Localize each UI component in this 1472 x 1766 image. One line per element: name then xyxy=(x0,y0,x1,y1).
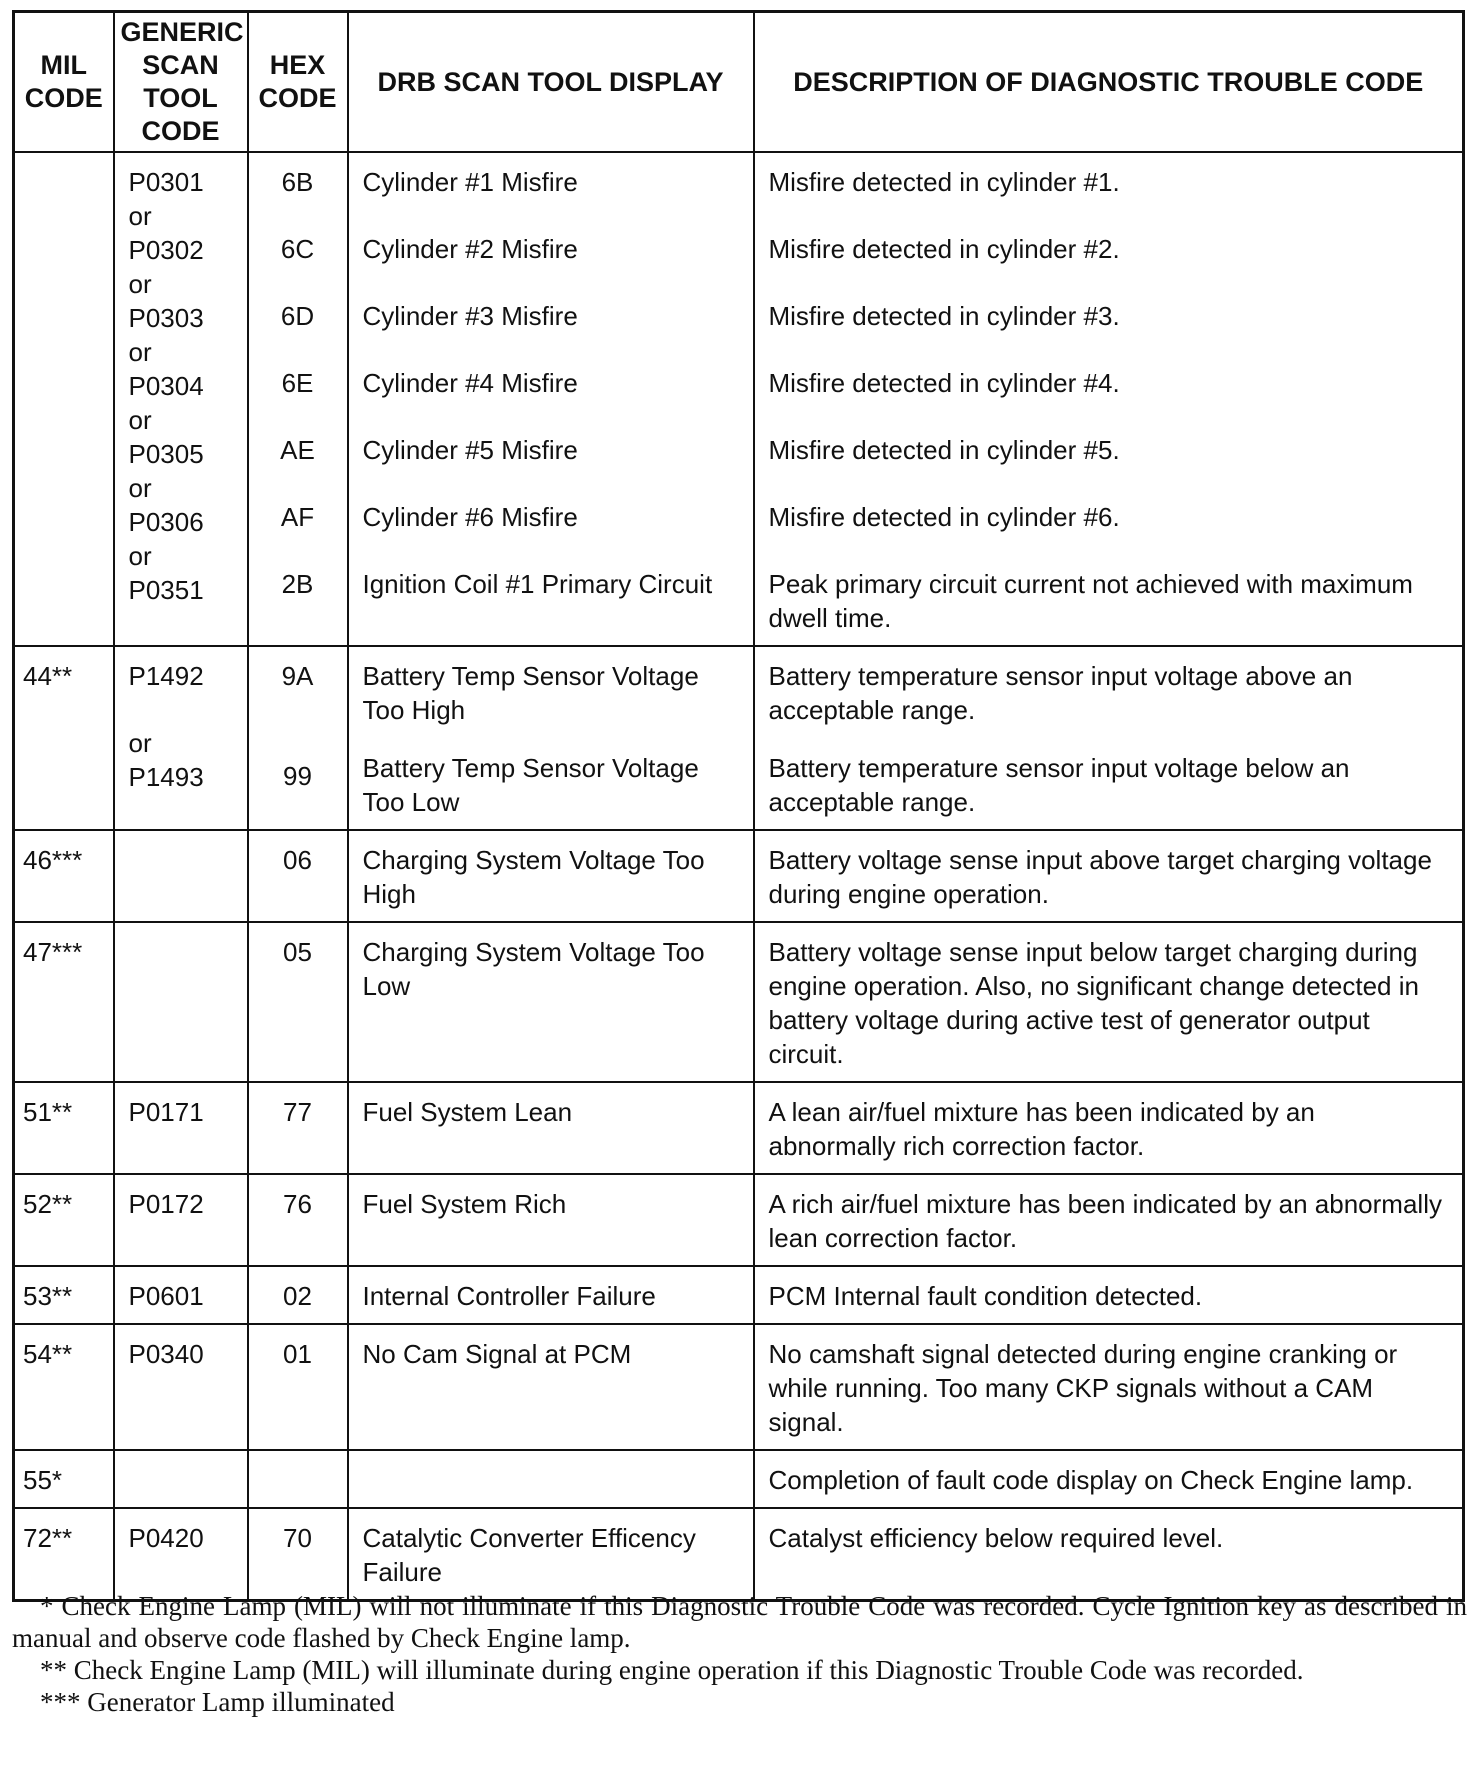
cell-description: A rich air/fuel mixture has been indicated by an abnormally lean correction factor. xyxy=(754,1174,1464,1266)
cell-mil-code: 47*** xyxy=(14,922,114,1082)
hex-code: 2B xyxy=(281,569,314,599)
cell-description: Battery voltage sense input below target charging during engine operation. Also, no significant change detected in battery voltage during active test of generator output circuit. xyxy=(754,922,1464,1082)
spacer xyxy=(263,400,333,433)
cell-description xyxy=(754,152,1464,646)
cell-generic-code xyxy=(114,1450,248,1508)
generic-code: P0304 xyxy=(128,371,204,401)
generic-code: P0351 xyxy=(128,575,204,605)
cell-hex-code: 05 xyxy=(248,922,348,1082)
cell-hex-code: 76 xyxy=(248,1174,348,1266)
spacer xyxy=(363,400,739,433)
or-label: or xyxy=(128,337,152,367)
generic-code: P0305 xyxy=(128,439,204,469)
cell-drb-display: Charging System Voltage Too High xyxy=(348,830,754,922)
spacer xyxy=(769,467,1449,500)
cell-mil-code: 44** xyxy=(14,646,114,830)
description-text: Misfire detected in cylinder #4. xyxy=(768,368,1120,398)
description-text: Battery temperature sensor input voltage above an acceptable range. xyxy=(768,661,1353,725)
cell-hex-code: 06 xyxy=(248,830,348,922)
table-row xyxy=(14,830,1464,922)
spacer xyxy=(263,534,333,567)
hex-code: AF xyxy=(280,502,315,532)
description-text: Misfire detected in cylinder #3. xyxy=(768,301,1120,331)
cell-generic-code xyxy=(114,152,248,646)
generic-code: P1492 xyxy=(128,661,204,691)
or-label: or xyxy=(128,728,152,758)
cell-description: Completion of fault code display on Check Engine lamp. xyxy=(754,1450,1464,1508)
footnote-triple-star: *** Generator Lamp illuminated xyxy=(40,1687,395,1717)
hex-code: 6C xyxy=(280,234,315,264)
drb-display-text: Cylinder #3 Misfire xyxy=(362,301,578,331)
drb-display-text: Cylinder #1 Misfire xyxy=(362,167,578,197)
generic-code: P0303 xyxy=(128,303,204,333)
cell-generic-code xyxy=(114,830,248,922)
description-text: Battery temperature sensor input voltage below an acceptable range. xyxy=(768,753,1350,817)
cell-generic-code: P0420 xyxy=(114,1508,248,1601)
hex-code: 6D xyxy=(280,301,315,331)
cell-hex-code xyxy=(248,646,348,830)
cell-drb-display: Fuel System Lean xyxy=(348,1082,754,1174)
cell-description: No camshaft signal detected during engine cranking or while running. Too many CKP signals without a CAM signal. xyxy=(754,1324,1464,1450)
description-text: Peak primary circuit current not achieved with maximum dwell time. xyxy=(768,569,1413,633)
spacer xyxy=(769,266,1449,299)
spacer xyxy=(263,266,333,299)
table-row-battery-group xyxy=(14,646,1464,830)
or-label: or xyxy=(128,541,152,571)
spacer xyxy=(769,333,1449,366)
description-text: Misfire detected in cylinder #6. xyxy=(768,502,1120,532)
cell-drb-display: Fuel System Rich xyxy=(348,1174,754,1266)
drb-display-text: Cylinder #6 Misfire xyxy=(362,502,578,532)
header-generic-scan-tool-code: GENERIC SCAN TOOL CODE xyxy=(114,12,248,153)
cell-generic-code xyxy=(114,922,248,1082)
spacer xyxy=(769,534,1449,567)
cell-hex-code: 70 xyxy=(248,1508,348,1601)
footnote-double-star: ** Check Engine Lamp (MIL) will illuminate during engine operation if this Diagnostic Trouble Code was recorded. xyxy=(40,1655,1304,1685)
generic-code: P0306 xyxy=(128,507,204,537)
description-text: Misfire detected in cylinder #1. xyxy=(768,167,1120,197)
table-row xyxy=(14,1174,1464,1266)
spacer xyxy=(363,727,739,751)
drb-display-text: Cylinder #4 Misfire xyxy=(362,368,578,398)
cell-generic-code: P0340 xyxy=(114,1324,248,1450)
table-row-misfire-group xyxy=(14,152,1464,646)
cell-description: A lean air/fuel mixture has been indicated by an abnormally rich correction factor. xyxy=(754,1082,1464,1174)
cell-hex-code xyxy=(248,1450,348,1508)
spacer xyxy=(263,333,333,366)
or-label: or xyxy=(128,269,152,299)
cell-drb-display: Catalytic Converter Efficency Failure xyxy=(348,1508,754,1601)
drb-display-text: Cylinder #5 Misfire xyxy=(362,435,578,465)
cell-generic-code: P0172 xyxy=(114,1174,248,1266)
document-page xyxy=(12,10,1462,1602)
cell-drb-display xyxy=(348,152,754,646)
header-hex-code: HEX CODE xyxy=(248,12,348,153)
table-row xyxy=(14,1266,1464,1324)
cell-mil-code: 72** xyxy=(14,1508,114,1601)
table-row xyxy=(14,1450,1464,1508)
spacer xyxy=(363,467,739,500)
table-row xyxy=(14,1508,1464,1601)
generic-code: P0301 xyxy=(128,167,204,197)
cell-mil-code: 53** xyxy=(14,1266,114,1324)
hex-code: 6E xyxy=(281,368,314,398)
cell-mil-code: 46*** xyxy=(14,830,114,922)
spacer xyxy=(363,266,739,299)
header-description: DESCRIPTION OF DIAGNOSTIC TROUBLE CODE xyxy=(754,12,1464,153)
drb-display-text: Ignition Coil #1 Primary Circuit xyxy=(362,569,713,599)
cell-description: Battery voltage sense input above target charging voltage during engine operation. xyxy=(754,830,1464,922)
cell-mil-code: 51** xyxy=(14,1082,114,1174)
cell-drb-display: Internal Controller Failure xyxy=(348,1266,754,1324)
hex-code: 6B xyxy=(281,167,314,197)
cell-description: PCM Internal fault condition detected. xyxy=(754,1266,1464,1324)
cell-drb-display: Charging System Voltage Too Low xyxy=(348,922,754,1082)
table-row xyxy=(14,1082,1464,1174)
cell-description: Catalyst efficiency below required level. xyxy=(754,1508,1464,1601)
or-label: or xyxy=(128,405,152,435)
spacer xyxy=(363,199,739,232)
footnotes xyxy=(12,1590,1467,1718)
drb-display-text: Battery Temp Sensor Voltage Too High xyxy=(362,661,699,725)
cell-generic-code xyxy=(114,646,248,830)
description-text: Misfire detected in cylinder #2. xyxy=(768,234,1120,264)
hex-code: 99 xyxy=(283,761,312,791)
header-mil-code: MIL CODE xyxy=(14,12,114,153)
spacer xyxy=(363,333,739,366)
hex-code: 9A xyxy=(281,661,314,691)
header-drb-scan-tool-display: DRB SCAN TOOL DISPLAY xyxy=(348,12,754,153)
cell-description xyxy=(754,646,1464,830)
cell-mil-code: 52** xyxy=(14,1174,114,1266)
generic-code: P0302 xyxy=(128,235,204,265)
or-label: or xyxy=(128,201,152,231)
description-text: Misfire detected in cylinder #5. xyxy=(768,435,1120,465)
cell-generic-code: P0601 xyxy=(114,1266,248,1324)
table-row xyxy=(14,922,1464,1082)
cell-mil-code xyxy=(14,152,114,646)
cell-mil-code: 54** xyxy=(14,1324,114,1450)
generic-code: P1493 xyxy=(128,762,204,792)
spacer xyxy=(263,693,333,726)
table-header-row xyxy=(14,12,1464,153)
spacer xyxy=(769,727,1449,751)
cell-hex-code: 77 xyxy=(248,1082,348,1174)
cell-hex-code xyxy=(248,152,348,646)
spacer xyxy=(129,693,233,726)
spacer xyxy=(363,534,739,567)
cell-hex-code: 02 xyxy=(248,1266,348,1324)
cell-mil-code: 55* xyxy=(14,1450,114,1508)
hex-code: AE xyxy=(280,435,315,465)
cell-drb-display xyxy=(348,1450,754,1508)
spacer xyxy=(263,467,333,500)
cell-hex-code: 01 xyxy=(248,1324,348,1450)
cell-drb-display xyxy=(348,646,754,830)
cell-generic-code: P0171 xyxy=(114,1082,248,1174)
or-label: or xyxy=(128,473,152,503)
spacer xyxy=(263,726,333,759)
table-body xyxy=(14,152,1464,1601)
cell-drb-display: No Cam Signal at PCM xyxy=(348,1324,754,1450)
spacer xyxy=(769,400,1449,433)
drb-display-text: Cylinder #2 Misfire xyxy=(362,234,578,264)
footnote-single-star: * Check Engine Lamp (MIL) will not illuminate if this Diagnostic Trouble Code was recorded. Cycle Ignition key as described in manual and observe code flashed by Check Engine lamp. xyxy=(12,1591,1467,1653)
drb-display-text: Battery Temp Sensor Voltage Too Low xyxy=(362,753,699,817)
spacer xyxy=(769,199,1449,232)
diagnostic-trouble-code-table xyxy=(12,10,1465,1602)
spacer xyxy=(263,199,333,232)
table-row xyxy=(14,1324,1464,1450)
